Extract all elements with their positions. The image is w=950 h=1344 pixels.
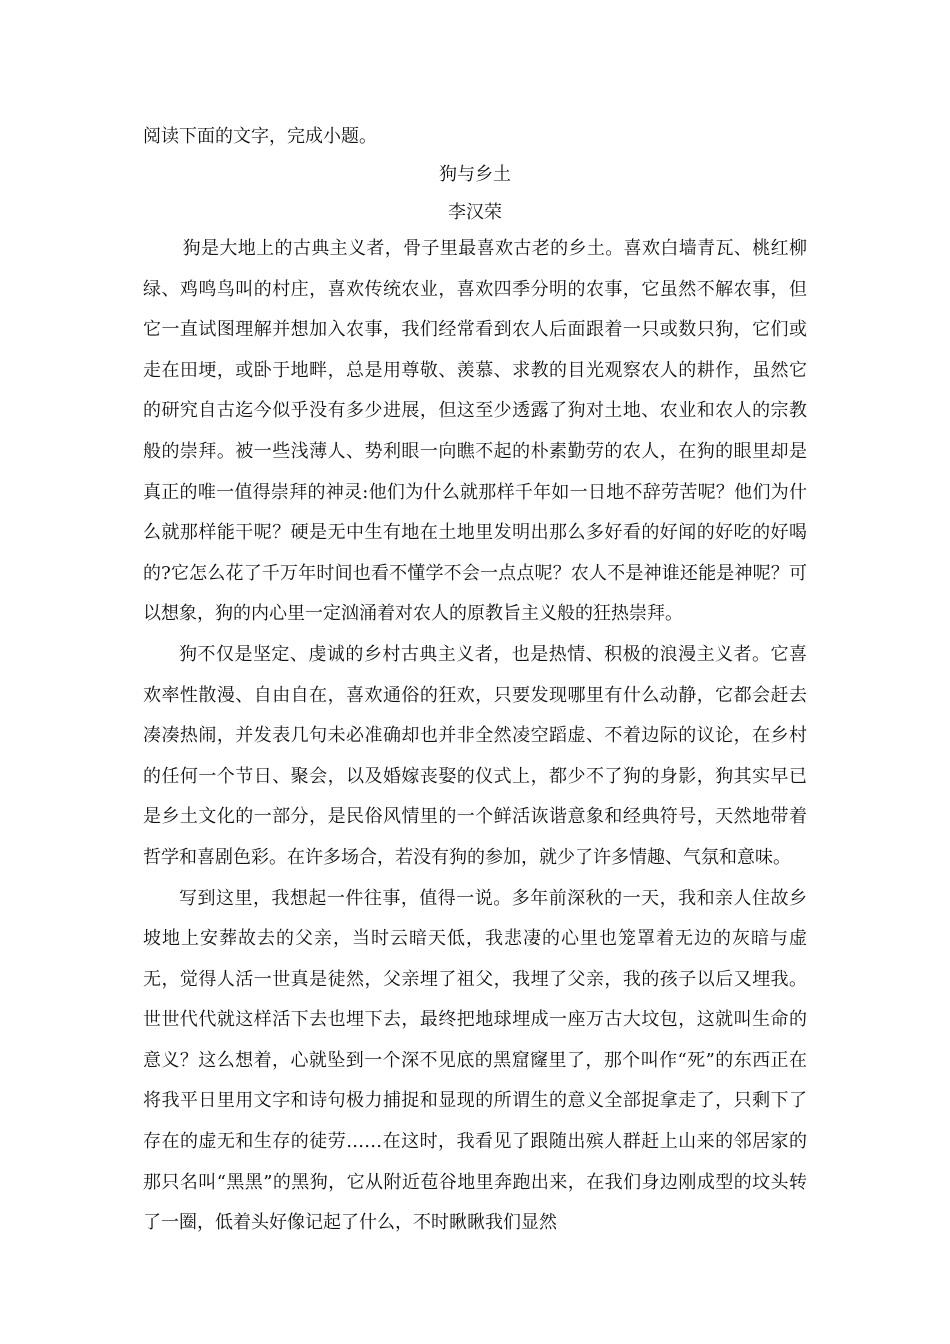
- article-body: [143, 229, 807, 1244]
- paragraph-2: 狗不仅是坚定、虔诚的乡村古典主义者，也是热情、积极的浪漫主义者。它喜欢率性散漫、自由自在，喜欢通俗的狂欢，只要发现哪里有什么动静，它都会赶去凑凑热闹，并发表几句未必准确却也并非全然凌空蹈虚、不着边际的议论，在乡村的任何一个节日、聚会，以及婚嫁丧娶的仪式上，都少不了狗的身影，狗其实早已是乡土文化的一部分，是民俗风情里的一个鲜活诙谐意象和经典符号，天然地带着哲学和喜剧色彩。在许多场合，若没有狗的参加，就少了许多情趣、气氛和意味。: [143, 643, 807, 868]
- paragraph-3: 写到这里，我想起一件往事，值得一说。多年前深秋的一天，我和亲人住故乡坡地上安葬故去的父亲，当时云暗天低，我悲凄的心里也笼罩着无边的灰暗与虚无，觉得人活一世真是徒然，父亲埋了祖父，我埋了父亲，我的孩子以后又埋我。世世代代就这样活下去也埋下去，最终把地球埋成一座万古大坟包，这就叫生命的意义？这么想着，心就坠到一个深不见底的黑窟窿里了，那个叫作“死”的东西正在将我平日里用文字和诗句极力捕捉和显现的所谓生的意义全部捉拿走了，只剩下了存在的虚无和生存的徒劳……在这时，我看见了跟随出殡人群赶上山来的邻居家的那只名叫“黑黑”的黑狗，它从附近苞谷地里奔跑出来，在我们身边刚成型的坟头转了一圈，低着头好像记起了什么，不时瞅瞅我们显然: [143, 887, 807, 1234]
- reading-instruction: 阅读下面的文字，完成小题。: [143, 126, 377, 147]
- article-title: 狗与乡土: [439, 164, 511, 185]
- article-author: 李汉荣: [448, 202, 502, 223]
- paragraph-1: 狗是大地上的古典主义者，骨子里最喜欢古老的乡土。喜欢白墙青瓦、桃红柳绿、鸡鸣鸟叫的村庄，喜欢传统农业，喜欢四季分明的农事，它虽然不解农事，但它一直试图理解并想加入农事，我们经常看到农人后面跟着一只或数只狗，它们或走在田埂，或卧于地畔，总是用尊敬、羡慕、求教的目光观察农人的耕作，虽然它的研究自古迄今似乎没有多少进展，但这至少透露了狗对土地、农业和农人的宗教般的崇拜。被一些浅薄人、势利眼一向瞧不起的朴素勤劳的农人，在狗的眼里却是真正的唯一值得崇拜的神灵:他们为什么就那样千年如一日地不辞劳苦呢？他们为什么就那样能干呢？硬是无中生有地在土地里发明出那么多好看的好闻的好吃的好喝的?它怎么花了千万年时间也看不懂学不会一点点呢？农人不是神谁还能是神呢？可以想象，狗的内心里一定汹涌着对农人的原教旨主义般的狂热崇拜。: [143, 238, 807, 625]
